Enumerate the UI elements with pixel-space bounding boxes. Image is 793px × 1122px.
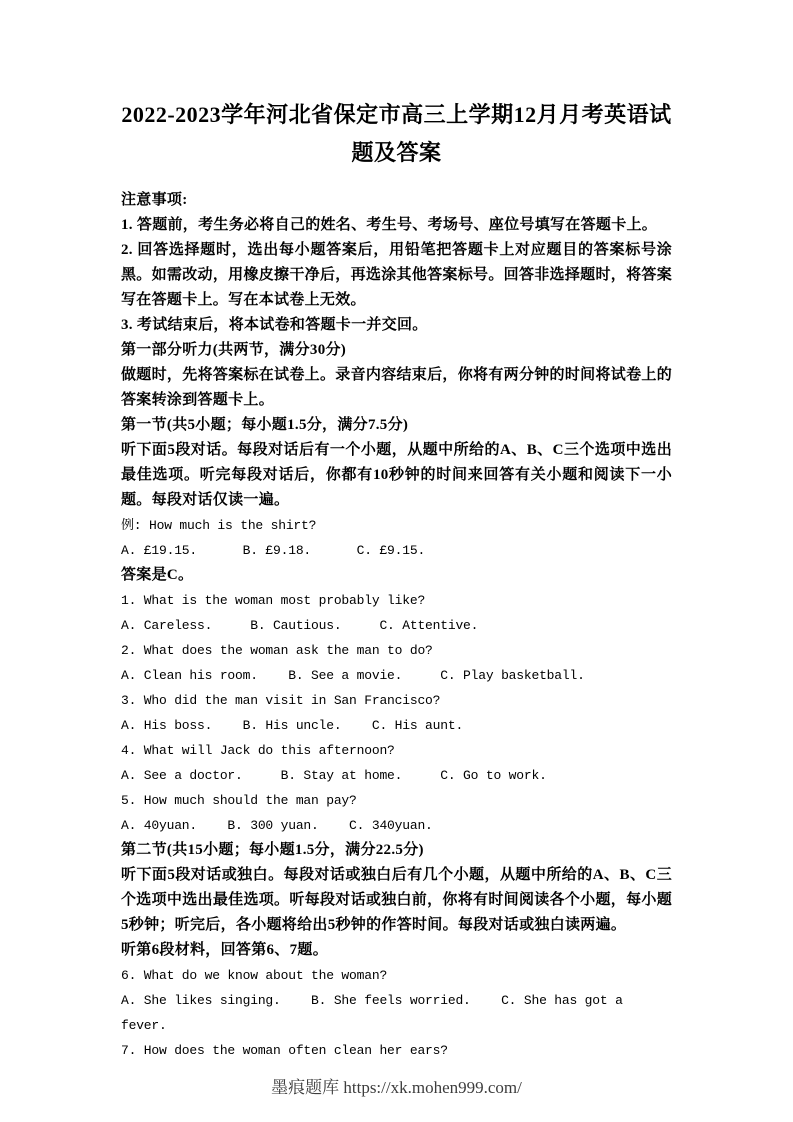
- page-title: 2022-2023学年河北省保定市高三上学期12月月考英语试题及答案: [121, 102, 672, 165]
- example-question: 例: How much is the shirt?: [121, 518, 317, 533]
- notice-heading: 注意事项:: [121, 192, 188, 208]
- example-answer: 答案是C。: [121, 567, 194, 583]
- document-body: [121, 188, 672, 1063]
- options-4: A. See a doctor. B. Stay at home. C. Go to work.: [121, 768, 547, 783]
- options-3: A. His boss. B. His uncle. C. His aunt.: [121, 718, 464, 733]
- instruction-1: 1. 答题前，考生务必将自己的姓名、考生号、考场号、座位号填写在答题卡上。: [121, 217, 658, 233]
- options-5: A. 40yuan. B. 300 yuan. C. 340yuan.: [121, 818, 433, 833]
- question-5: 5. How much should the man pay?: [121, 793, 357, 808]
- instruction-2: 2. 回答选择题时，选出每小题答案后，用铅笔把答题卡上对应题目的答案标号涂黑。如需改动，用橡皮擦干净后，再选涂其他答案标号。回答非选择题时，将答案写在答题卡上。写在本试卷上无效。: [121, 242, 672, 308]
- question-4: 4. What will Jack do this afternoon?: [121, 743, 395, 758]
- footer-url[interactable]: https://xk.mohen999.com/: [343, 1078, 522, 1097]
- options-6: A. She likes singing. B. She feels worried. C. She has got a fever.: [121, 993, 631, 1033]
- question-3: 3. Who did the man visit in San Francisco?: [121, 693, 441, 708]
- part1-heading: 第一部分听力(共两节，满分30分): [121, 342, 347, 358]
- question-2: 2. What does the woman ask the man to do?: [121, 643, 433, 658]
- part1-intro: 做题时，先将答案标在试卷上。录音内容结束后，你将有两分钟的时间将试卷上的答案转涂到答题卡上。: [121, 367, 672, 408]
- section2-heading: 第二节(共15小题；每小题1.5分，满分22.5分): [121, 842, 424, 858]
- footer-site-name: 墨痕题库: [271, 1078, 340, 1097]
- question-6: 6. What do we know about the woman?: [121, 968, 388, 983]
- example-options: A. £19.15. B. £9.18. C. £9.15.: [121, 543, 426, 558]
- options-1: A. Careless. B. Cautious. C. Attentive.: [121, 618, 479, 633]
- section2-instructions: 听下面5段对话或独白。每段对话或独白后有几个小题，从题中所给的A、B、C三个选项中选出最佳选项。听每段对话或独白前，你将有时间阅读各个小题，每小题5秒钟；听完后，各小题将给出5秒钟的作答时间。每段对话或独白读两遍。: [121, 867, 672, 933]
- material6-prompt: 听第6段材料，回答第6、7题。: [121, 942, 329, 958]
- instruction-3: 3. 考试结束后，将本试卷和答题卡一并交回。: [121, 317, 428, 333]
- options-2: A. Clean his room. B. See a movie. C. Play basketball.: [121, 668, 585, 683]
- section1-instructions: 听下面5段对话。每段对话后有一个小题，从题中所给的A、B、C三个选项中选出最佳选项。听完每段对话后，你都有10秒钟的时间来回答有关小题和阅读下一小题。每段对话仅读一遍。: [121, 442, 672, 508]
- section1-heading: 第一节(共5小题；每小题1.5分，满分7.5分): [121, 417, 409, 433]
- question-7: 7. How does the woman often clean her ears?: [121, 1043, 448, 1058]
- page-footer: [0, 1073, 793, 1098]
- question-1: 1. What is the woman most probably like?: [121, 593, 426, 608]
